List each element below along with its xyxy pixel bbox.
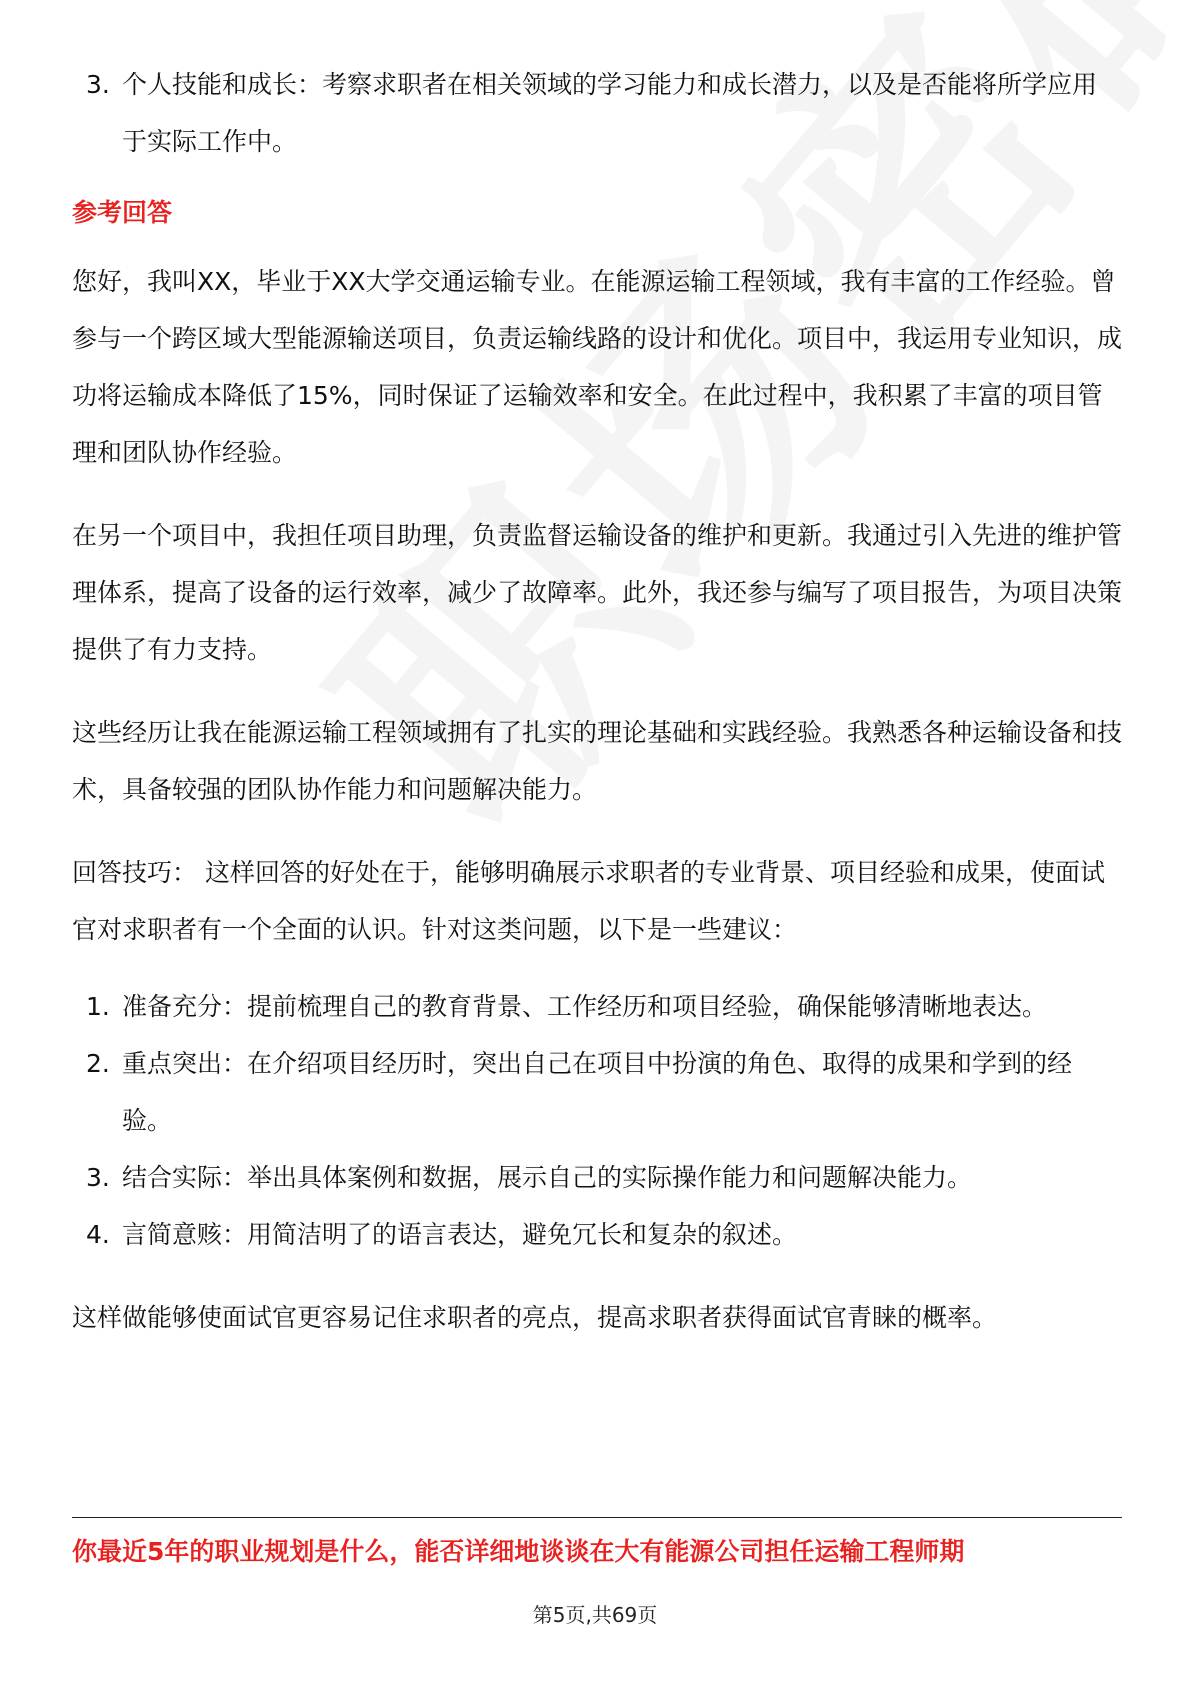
list-text: 言简意赅：用简洁明了的语言表达，避免冗长和复杂的叙述。 <box>122 1220 798 1249</box>
list-item <box>72 978 1122 1035</box>
list-text: 重点突出：在介绍项目经历时，突出自己在项目中扮演的角色、取得的成果和学到的经验。 <box>122 1049 1073 1135</box>
page-number: 第5页,共69页 <box>532 1603 658 1627</box>
list-item <box>72 1206 1122 1263</box>
footer-divider <box>72 1517 1122 1518</box>
paragraph: 您好，我叫XX，毕业于XX大学交通运输专业。在能源运输工程领域，我有丰富的工作经验。曾参与一个跨区域大型能源输送项目，负责运输线路的设计和优化。项目中，我运用专业知识，成功将运输成本降低了15%，同时保证了运输效率和安全。在此过程中，我积累了丰富的项目管理和团队协作经验。 <box>72 267 1123 467</box>
closing-paragraph: 这样做能够使面试官更容易记住求职者的亮点，提高求职者获得面试官青睐的概率。 <box>72 1303 998 1332</box>
list-text: 个人技能和成长：考察求职者在相关领域的学习能力和成长潜力，以及是否能将所学应用于实际工作中。 <box>122 70 1098 156</box>
list-item <box>72 1035 1122 1149</box>
answer-heading: 参考回答 <box>72 198 173 227</box>
list-text: 结合实际：举出具体案例和数据，展示自己的实际操作能力和问题解决能力。 <box>122 1163 973 1192</box>
paragraph: 这些经历让我在能源运输工程领域拥有了扎实的理论基础和实践经验。我熟悉各种运输设备和技术，具备较强的团队协作能力和问题解决能力。 <box>72 718 1123 804</box>
next-question-title: 你最近5年的职业规划是什么，能否详细地谈谈在大有能源公司担任运输工程师期 <box>72 1537 965 1566</box>
paragraph: 在另一个项目中，我担任项目助理，负责监督运输设备的维护和更新。我通过引入先进的维护管理体系，提高了设备的运行效率，减少了故障率。此外，我还参与编写了项目报告，为项目决策提供了有力支持。 <box>72 521 1123 664</box>
list-number: 3. <box>86 70 110 99</box>
list-number: 4. <box>86 1220 110 1249</box>
top-list <box>72 56 1122 170</box>
list-text: 准备充分：提前梳理自己的教育背景、工作经历和项目经验，确保能够清晰地表达。 <box>122 992 1048 1021</box>
list-item <box>72 1149 1122 1206</box>
list-number: 2. <box>86 1049 110 1078</box>
tips-intro: 回答技巧： 这样回答的好处在于，能够明确展示求职者的专业背景、项目经验和成果，使面试官对求职者有一个全面的认识。针对这类问题，以下是一些建议： <box>72 858 1105 944</box>
document-body <box>72 56 1122 1346</box>
list-number: 3. <box>86 1163 110 1192</box>
list-number: 1. <box>86 992 110 1021</box>
tips-list <box>72 978 1122 1263</box>
list-item <box>72 56 1122 170</box>
